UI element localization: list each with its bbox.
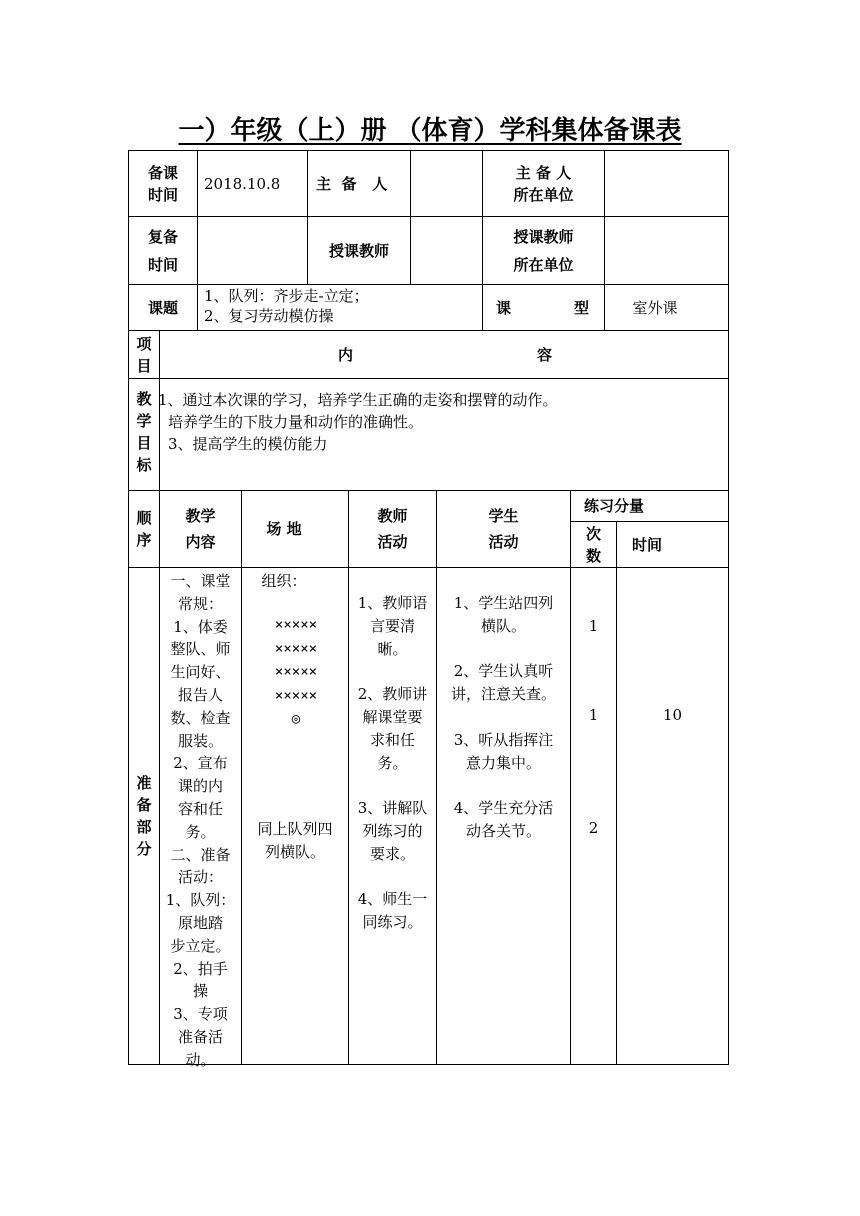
topic-value — [204, 286, 480, 330]
prep-time-value: 2018.10.8 — [204, 174, 281, 193]
prep-time-label: 备课 时间 — [147, 163, 178, 204]
goal-line-3: 3、提高学生的模仿能力 — [168, 435, 328, 453]
content-header-a: 内 — [338, 345, 354, 364]
prep-count-1: 1 — [588, 617, 599, 635]
time-header: 时间 — [632, 535, 663, 554]
teacher-unit-value — [605, 217, 728, 284]
venue-organization-label: 组织： — [261, 572, 307, 590]
lead-unit-value — [605, 151, 728, 216]
prep-count-2: 1 — [588, 706, 599, 724]
teacher-unit-label: 授课教师 所在单位 — [513, 227, 574, 274]
student-activity-header: 学生 活动 — [488, 507, 519, 551]
teacher-label: 授课教师 — [328, 241, 389, 260]
goal-line-1: 1、通过本次课的学习，培养学生正确的走姿和摆臂的动作。 — [158, 391, 558, 409]
prep-count-3: 2 — [588, 819, 599, 837]
formation-diagram: ××××× ××××× ××××× ××××× ◎ — [274, 617, 318, 727]
count-header: 次 数 — [585, 524, 601, 565]
review-time-value — [198, 217, 307, 284]
lead-preparer-value — [411, 151, 482, 216]
goals-label: 教 学 目 标 — [136, 390, 152, 474]
prep-content: 一、课堂 常规： 1、体委 整队、师 生问好、 报告人 数、检查 服装。 2、宣布 课的内 容和任 务。 二、准备 活动： 1、队列： 原地踏 步立定。 2、拍手 操 3、专项 准备活 动。 — [165, 572, 236, 1069]
topic-line-2: 2、复习劳动模仿操 — [204, 307, 334, 325]
lead-unit-label: 主 备 人 所在单位 — [513, 163, 574, 204]
goal-line-2: 培养学生的下肢力量和动作的准确性。 — [168, 413, 424, 431]
exercise-load-header: 练习分量 — [584, 497, 645, 515]
page-title: 一）年级（上）册 （体育）学科集体备课表 — [178, 116, 682, 146]
venue-header: 场 地 — [266, 520, 302, 538]
lead-preparer-label: 主 备 人 — [316, 174, 388, 193]
prep-section-label: 准 备 部 分 — [136, 774, 152, 858]
type-value: 室外课 — [632, 298, 678, 317]
goals-text — [158, 389, 726, 455]
topic-line-1: 1、队列：齐步走-立定； — [204, 287, 369, 305]
teacher-value — [411, 217, 482, 284]
content-header-b: 容 — [537, 345, 553, 364]
item-label: 项 目 — [136, 334, 152, 375]
venue-note: 同上队列四 列横队。 — [257, 820, 333, 861]
review-time-label: 复备 时间 — [147, 227, 178, 274]
prep-time-minutes: 10 — [662, 706, 683, 724]
type-label-a: 课 — [496, 298, 512, 317]
teaching-content-header: 教学 内容 — [185, 507, 216, 551]
teacher-activity-header: 教师 活动 — [377, 507, 408, 551]
type-label-b: 型 — [574, 298, 590, 317]
prep-teacher-activity: 1、教师语 言要清 晰。 2、教师讲 解课堂要 求和任 务。 3、讲解队 列练习的 要求。 4、师生一 同练习。 — [357, 594, 428, 932]
order-header: 顺 序 — [136, 509, 152, 549]
topic-label: 课题 — [147, 298, 178, 317]
prep-student-activity: 1、学生站四列 横队。 2、学生认真听 讲，注意关查。 3、听从指挥注 意力集中。 4、学生充分活 动各关节。 — [450, 594, 556, 840]
